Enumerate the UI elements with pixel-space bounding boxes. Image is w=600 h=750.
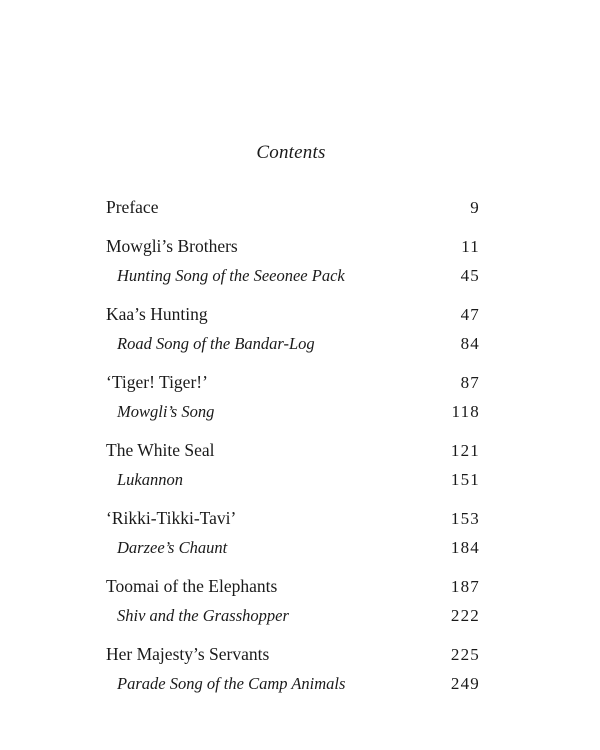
toc-entry-title: Lukannon [117,470,183,489]
toc-entry-story [106,436,480,465]
toc-entry-song [106,261,480,290]
toc-entry-page-number: 121 [450,441,480,460]
toc-entry-title: Toomai of the Elephants [106,576,278,596]
toc-group [106,436,480,494]
toc-group [106,368,480,426]
toc-entry-title: Parade Song of the Camp Animals [117,674,346,693]
toc-entry-story [106,368,480,397]
page-title: Contents [256,142,326,163]
toc-entry-title: Her Majesty’s Servants [106,644,270,664]
toc-entry-story [106,193,480,222]
toc-entry-story [106,232,480,261]
toc-entry-title: ‘Rikki-Tikki-Tavi’ [106,508,237,528]
toc-entry-page-number: 249 [450,674,480,693]
toc-entry-title: Darzee’s Chaunt [117,538,228,557]
toc-entry-page-number: 11 [461,237,480,256]
toc-entry-story [106,504,480,533]
toc-entry-song [106,533,480,562]
toc-entry-page-number: 187 [450,577,480,596]
toc-entry-title: Road Song of the Bandar-Log [117,334,315,353]
toc-entry-story [106,640,480,669]
toc-entry-page-number: 9 [470,198,480,217]
toc-entry-song [106,329,480,358]
table-of-contents [106,193,480,708]
toc-group [106,504,480,562]
toc-entry-page-number: 45 [460,266,480,285]
toc-entry-page-number: 118 [451,402,480,421]
toc-entry-story [106,572,480,601]
toc-group [106,640,480,698]
toc-entry-page-number: 153 [450,509,480,528]
toc-entry-title: Mowgli’s Song [117,402,215,421]
toc-entry-page-number: 225 [450,645,480,664]
toc-entry-song [106,397,480,426]
toc-group [106,232,480,290]
toc-entry-page-number: 87 [460,373,480,392]
toc-entry-title: The White Seal [106,440,215,460]
toc-entry-title: Kaa’s Hunting [106,304,208,324]
toc-entry-title: ‘Tiger! Tiger!’ [106,372,208,392]
toc-group [106,193,480,222]
toc-entry-title: Hunting Song of the Seeonee Pack [117,266,345,285]
toc-entry-song [106,465,480,494]
toc-entry-title: Preface [106,197,159,217]
toc-entry-page-number: 151 [450,470,480,489]
toc-entry-page-number: 47 [460,305,480,324]
toc-entry-page-number: 222 [450,606,480,625]
toc-entry-story [106,300,480,329]
toc-entry-title: Mowgli’s Brothers [106,236,238,256]
toc-entry-song [106,601,480,630]
toc-entry-title: Shiv and the Grasshopper [117,606,289,625]
toc-entry-song [106,669,480,698]
toc-entry-page-number: 184 [450,538,480,557]
toc-group [106,300,480,358]
toc-group [106,572,480,630]
toc-entry-page-number: 84 [460,334,480,353]
